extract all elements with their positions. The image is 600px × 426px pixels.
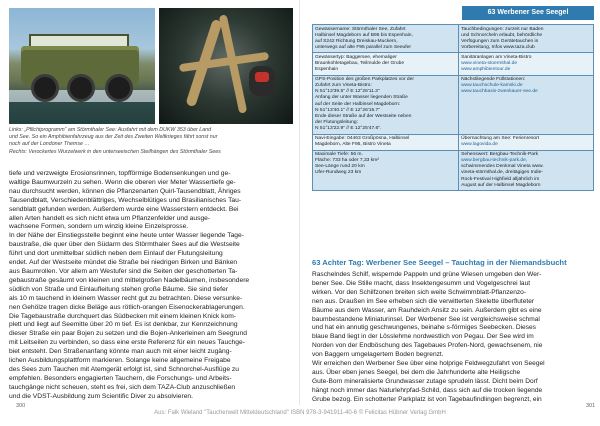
body-line: baumbestandene Miniaturinsel. Der Werbener See ist vergleichsweise schmal: [312, 315, 540, 323]
cell-line: Rock-Festival Highfield alljährlich im: [461, 176, 540, 182]
caption-line: und See. So ein Amphibienfahrzeug aus der Zeit des Zweiten Weltkrieges fährt sonst nur: [9, 134, 218, 141]
vehicle-wheel: [105, 74, 133, 102]
cell-line: Sehenswert: Bergbau-Technik-Park: [461, 152, 539, 158]
photo-caption: [9, 127, 294, 156]
cell-line: schwimmendes Denkmal Vineta www.: [461, 164, 544, 170]
cell-line: Zufahrt zum Vineta-Bistro:: [315, 83, 372, 89]
body-line: empfehlen. Besonders engagierten Tauchern, die Forschungs- und Arbeits-: [9, 374, 232, 382]
left-page: [0, 0, 300, 410]
cell-line: Halbinsel Magdeborn auf B95 bis Espenhain,: [315, 32, 413, 38]
body-line: allen Arten handelt es sich nicht etwa um Pflanzenfelder und ausge-: [9, 214, 211, 222]
body-line: nen aus. Draußen im See erheben sich die verwitterten Skelette überfluteter: [312, 297, 535, 305]
cell-line: Gewässername: Störmthaler See, Zufahrt: [315, 26, 406, 32]
table-row: [313, 150, 594, 191]
cell-line: Magdeborn, Alte F95, Bistro Vineta: [315, 142, 391, 148]
table-row: [313, 75, 594, 134]
body-line: tauchgänge nicht scheuen, steht es frei, sich dem TAZA-Club anzuschließen: [9, 383, 236, 391]
cell-line: Verfügungen zum Gerätetauchen in: [461, 38, 539, 44]
body-line: aus Baumrollen. Vor allem am Westufer sind die Seiten der geschotterten Ta-: [9, 267, 238, 275]
cell-line: Übernachtung am See: Ferienresort: [461, 136, 540, 141]
body-line: bener See. Die Stille macht, dass Insektengesumm und Vogelgeschrei laut: [312, 279, 531, 287]
left-body-text: [9, 170, 292, 402]
cell-line: Navi-Eingabe: 04463 Großpösna, Halbinsel: [315, 136, 410, 141]
table-cell: [459, 134, 594, 150]
body-line: tiefe und verzweigte Erosionsrinnen, topfförmige Bodensenkungen und ge-: [9, 170, 231, 177]
cell-link[interactable]: www.amphibientour.de: [461, 67, 511, 73]
cell-line: Braunkohletagebau, Teilmulde der Grube: [315, 60, 405, 66]
body-line: nen Gehölze tragen dicke Beläge aus rötlich-orangen Eisenockerablagerungen.: [9, 303, 245, 311]
body-line: Norden von der Endböschung des Tagebaues Profen-Nord, gewachsenem, nie: [312, 342, 543, 350]
diver-gear: [255, 72, 269, 82]
cell-link[interactable]: www.bergbau-technik-park.de,: [461, 158, 528, 164]
cell-line: auf der Seite der Halbinsel Magdeborn:: [315, 101, 401, 107]
body-line: führt und dort unmittelbar südlich neben dem Einlauf der Flutungsleitung: [9, 250, 223, 258]
body-line: nau durchsucht werden, können die Pflanzenarten Quirl-Tausendblatt, Ähriges: [9, 187, 241, 195]
body-line: wirken. Vor den Schilfzonen breiten sich weite Schwimmblatt-Pflanzenzo-: [312, 288, 527, 296]
caption-line: Rechts: Verockertes Wurzelwerk in den unterseeischen Steilhängen des Störmthaler Sees: [9, 148, 221, 155]
section-title: 63 Achter Tag: Werbener See Seegel – Tauchtag in der Niemandsbucht: [312, 258, 567, 267]
cell-link[interactable]: www.tauchbasis-zwenkauer-see.de: [461, 89, 538, 95]
cell-line: Gewässertyp: Baggersee, ehemaliger: [315, 54, 397, 60]
cell-line: Vorbereitung, Infos www.taza.club: [461, 44, 535, 50]
cell-line: See-Länge rund 20 km: [315, 164, 365, 170]
cell-line: GPS-Position des großen Parkplatzes vor der: [315, 77, 414, 83]
body-line: endet. Auf der Westseite mündet die Straße bei niedrigen Birken und Bänken: [9, 259, 238, 267]
body-line: baustraße, die quer über den Südarm des Störmthaler Sees auf die Westseite: [9, 241, 240, 249]
vehicle-wheel: [67, 74, 95, 102]
cell-line: und Schnorcheln erlaubt, behördliche: [461, 32, 543, 38]
chapter-header: 63 Werbener See Seegel: [462, 6, 594, 20]
page-number-left: 300: [16, 403, 26, 409]
cell-line: Ufer-Rundweg 23 km: [315, 170, 362, 176]
table-cell: [313, 75, 459, 134]
cell-line: Nächstliegende Füllstationen:: [461, 77, 526, 83]
underwater-roots-photo: [159, 8, 293, 124]
body-line: und hat ein annutig geschwungenes, beinahe s-förmiges Seebecken. Dieses: [312, 324, 536, 332]
table-cell: [459, 75, 594, 134]
cell-line: N 51°13'22.9" // E 12°25'47.6".: [315, 125, 382, 131]
body-line: wachsene Formen, sondern um winzig kleine Einzelsprosse.: [9, 223, 189, 231]
body-line: von Baggern umgelagertem Boden begrenzt.: [312, 351, 444, 359]
cell-line: Espenhain: [315, 67, 339, 73]
body-line: waltige Baumwurzeln zu sehen. Wenn die oberen vier Meter Wassertiefe ge-: [9, 178, 236, 186]
info-table: [312, 24, 594, 191]
cell-line: Tauchbedingungen: zurzeit nur Baden: [461, 26, 544, 32]
body-line: Raschelndes Schilf, wispernde Pappeln und grüne Wiesen umgeben den Wer-: [312, 271, 542, 278]
table-cell: [313, 150, 459, 191]
caption-line: Links: „Pflichtprogramm“ am Störmthaler See: Ausfahrt mit dem DUKW 353 über Land: [9, 127, 212, 133]
cell-line: Sanitäranlagen am Vineta-Bistro: [461, 54, 532, 60]
cell-link[interactable]: www.tauchschule-kamski.de: [461, 83, 523, 89]
cell-line: Maximale Tiefe: 56 m.: [315, 152, 363, 158]
cell-line: August auf der Halbinsel Magdeborn: [461, 182, 541, 188]
table-row: [313, 25, 594, 53]
table-cell: [313, 25, 459, 53]
cell-line: Anfang der unter Wasser liegenden Straße: [315, 95, 408, 101]
body-line: lichen Ausbildungsplattform markieren. Solange keine allgemeine Freigabe: [9, 357, 231, 365]
body-line: Gute-Born mineralisierte Grundwasser zutage sprudeln lässt. Dicht beim Dorf: [312, 377, 538, 385]
body-line: biet entsteht. Den Straßenanfang könnte man auch mit einer leicht zugäng-: [9, 348, 232, 356]
table-row: [313, 134, 594, 150]
cell-link[interactable]: www.lagovida.de: [461, 142, 498, 148]
table-cell: [459, 150, 594, 191]
body-line: dieser Straße ein paar Bojen zu setzen und die Bojen-Ankerleinen am Seegrund: [9, 330, 247, 338]
body-line: Bäume aus dem Wasser, am Rauhdeich Ansitz zu sein. Außerdem gibt es eine: [312, 306, 542, 314]
body-line: blaue Band liegt in der Lösslehme nordwestlich von Pegau. Der See wird im: [312, 333, 534, 341]
body-line: Wir erreichen den Werbener See über eine holprige Feldwegzufahrt von Seegel: [312, 360, 545, 368]
table-row: [313, 53, 594, 75]
table-cell: [459, 25, 594, 53]
body-line: als 10 m tauchend in kleinem Wasser recht gut zu betrachten. Diese versunke-: [9, 294, 243, 302]
body-line: gebaustraße gesäumt von kleinen und mittelgroßen Nadelbäumen, insbesondere: [9, 276, 250, 284]
cell-line: N 51°13'39.5" // E 12°26'11.3": [315, 89, 380, 95]
cell-line: unterwegs auf alte F95 parallel zum Seeufer: [315, 44, 411, 50]
table-cell: [459, 53, 594, 75]
body-line: plett und liegt auf Seemitte über 20 m tief. Es ist denkbar, zur Kennzeichnung: [9, 321, 238, 329]
body-line: sendblatt gefunden werden. Außerdem wurde eine Wasserstern entdeckt. Bei: [9, 205, 239, 213]
copyright-watermark: Aus: Falk Wieland "Taucherwelt Mitteldeutschland" ISBN 978-3-941911-40-6 © Felicitas Hübner Verlag GmbH: [154, 410, 446, 416]
body-line: und die VDST-Ausbildung zum Scientific Diver zu absolvieren.: [9, 392, 193, 400]
body-line: südlich von Straße und Einlaufleitung stehen große Bäume. Sie sind tiefer: [9, 285, 228, 293]
page-number-right: 301: [586, 403, 596, 409]
caption-line: noch auf der Londoner Themse …: [9, 141, 90, 148]
table-cell: [313, 53, 459, 75]
cell-line: auf S242 Richtung Dreiskau-Muckern,: [315, 38, 398, 44]
body-line: mit Leitseilen zu verbinden, so dass eine erste Referenz für ein neues Tauchge-: [9, 339, 245, 347]
amphibious-vehicle-photo: [9, 8, 155, 124]
body-line: Die Tagebaustraße durchquert das Südbecken mit einem kleinen Knick kom-: [9, 312, 236, 320]
cell-line: N 51°13'40.1" // E 12°26'15.7": [315, 107, 380, 113]
cell-line: Ende dieser Straße auf der Westseite neben: [315, 113, 412, 119]
vehicle-wheel: [31, 74, 59, 102]
body-line: Grube bezog. Ein schotterter Parkplatz ist von Tagebaufindlingen begrenzt, ein: [312, 395, 542, 403]
body-line: des Sees zum Tauchen mit Atemgerät erfolgt ist, sind Schnorchel-Ausflüge zu: [9, 365, 239, 373]
body-line: In der Nähe der Einstiegsstelle beginnt eine heute unter Wasser liegende Tage-: [9, 232, 244, 240]
body-line: Tausendblatt, Verschiedenblättriges, Wechselblütiges und Brasilianisches Tau-: [9, 196, 242, 204]
cell-line: der Flutungsleitung:: [315, 119, 358, 125]
cell-link[interactable]: www.vineta-stoermthal.de: [461, 60, 518, 66]
body-line: aus. Über eben jenes Seegel, bei dem die Jahrhunderte alte Heiligsche: [312, 368, 521, 376]
body-line: hängt noch immer das Naturlehrpfad-Schild, dass sich auf die trocken liegende: [312, 386, 543, 394]
cell-line: Fläche: 733 ha oder 7,33 km²: [315, 158, 379, 164]
cell-line: vineta-störmthal.de, dreitägiges Indie-: [461, 170, 543, 176]
right-body-text: [312, 271, 594, 405]
table-cell: [313, 134, 459, 150]
